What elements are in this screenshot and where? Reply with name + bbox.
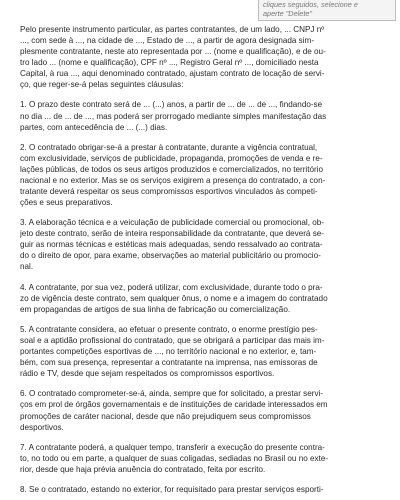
text-line: 8. Se o contratado, estando no exterior, for requisitado para prestar serviços esporti-: [20, 485, 324, 495]
text-line: desportivos.: [20, 422, 64, 432]
clause-5: [20, 324, 388, 379]
instruction-note: [258, 0, 396, 21]
text-line: 6. O contratado comprometer-se-á, ainda, sempre que for solicitado, a prestar servi-: [20, 389, 324, 399]
text-line: do o direito de opor, para exame, observações ao material publicitário ou promocio-: [20, 251, 321, 261]
clause-4: [20, 282, 388, 315]
instruction-line: cliques seguidos, selecione e: [263, 0, 358, 9]
text-line: partes, com antecedência de ... (...) dias.: [20, 122, 168, 132]
text-line: 1. O prazo deste contrato será de ... (...) anos, a partir de ... de ... de ..., findando-se: [20, 100, 323, 110]
text-line: lações públicas, de todos os seus artigos produzidos e comercializados, no território: [20, 164, 324, 174]
text-line: tratante deverá respeitar os seus compromissos esportivos vinculados às competi-: [20, 186, 318, 196]
text-line: ções e seus preparativos.: [20, 198, 113, 208]
text-line: com exclusividade, serviços de publicidade, propaganda, promoções de venda e re-: [20, 153, 323, 163]
clause-8: [20, 484, 388, 495]
text-line: portantes competições esportivas de ..., no território nacional e no exterior, e, tam-: [20, 347, 317, 357]
text-line: 7. A contratante poderá, a qualquer tempo, transferir a execução do presente contra-: [20, 442, 325, 452]
clause-1: [20, 99, 388, 132]
text-line: 3. A elaboração técnica e a veiculação de publicidade comercial ou promocional, ob-: [20, 218, 324, 228]
text-line: promoções de caráter nacional, desde que não prejudiquem seus compromissos: [20, 411, 311, 421]
text-line: plesmente contratante, neste ato representada por ... (nome e qualificação), e de ou-: [20, 47, 326, 57]
text-line: 5. A contratante considera, ao efetuar o presente contrato, o enorme prestígio pes-: [20, 325, 318, 335]
instruction-line: aperte "Delete": [263, 8, 312, 18]
text-line: bém, com sua presença, representar a contratante na imprensa, nas emissoras de: [20, 358, 318, 368]
clause-7: [20, 442, 388, 475]
text-line: tro lado ... (nome e qualificação), CPF nº ..., Registro Geral nº ..., domiciliado nesta: [20, 58, 319, 68]
text-line: zo de vigência deste contrato, sem qualquer ônus, o nome e a imagem do contratado: [20, 293, 328, 303]
clause-6: [20, 388, 388, 432]
preamble-paragraph: [20, 24, 388, 90]
text-line: rádio e TV, desde que sejam respeitados os compromissos esportivos.: [20, 369, 275, 379]
text-line: ços em prol de órgãos governamentais e de instituições de caridade interessados em: [20, 400, 328, 410]
text-line: Capital, à rua ..., aqui denominado contratado, ajustam contrato de locação de servi-: [20, 69, 325, 79]
text-line: jeto deste contrato, serão de inteira responsabilidade da contratante, que deverá se-: [20, 229, 324, 239]
text-line: to, no todo ou em parte, a qualquer de suas coligadas, sediadas no Brasil ou no exte-: [20, 453, 329, 463]
text-line: ço, que reger-se-á pelas seguintes cláusulas:: [20, 80, 184, 90]
text-line: em propagandas de artigos de sua linha de fabricação ou comercialização.: [20, 304, 291, 314]
text-line: ..., com sede à ..., na cidade de ..., Estado de ..., a partir de agora designada sim-: [20, 36, 315, 46]
clause-3: [20, 217, 388, 272]
contract-body: [20, 24, 388, 500]
text-line: 2. O contratado obrigar-se-á a prestar à contratante, durante a vigência contratual,: [20, 142, 318, 152]
text-line: soal e a aptidão profissional do contratado, que se obrigará a participar das mais im-: [20, 336, 325, 346]
text-line: guir as normas técnicas e estéticas mais adequadas, sendo ressalvado ao contrata-: [20, 240, 323, 250]
text-line: nal.: [20, 262, 34, 272]
text-line: rior, desde que haja prévia anuência do contratado, feita por escrito.: [20, 464, 266, 474]
text-line: nacional e no exterior. Mas se os serviços exigirem a presença do contratado, a con-: [20, 175, 326, 185]
text-line: no dia ... de ... de ..., mas poderá ser prorrogado mediante simples manifestação das: [20, 111, 327, 121]
text-line: 4. A contratante, por sua vez, poderá utilizar, com exclusividade, durante todo o pra-: [20, 282, 323, 292]
clause-2: [20, 142, 388, 208]
text-line: Pelo presente instrumento particular, as partes contratantes, de um lado, ... CNPJ nº: [20, 25, 325, 34]
